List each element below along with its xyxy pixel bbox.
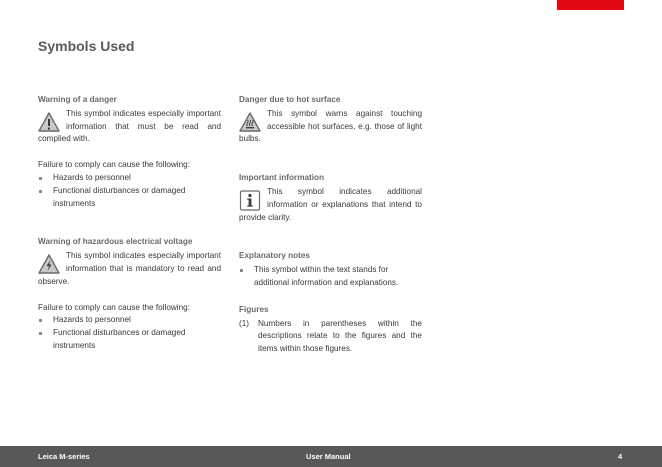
page-title: Symbols Used — [38, 38, 135, 54]
important-info-heading: Important information — [239, 173, 325, 183]
electrical-warning-icon — [38, 253, 60, 275]
warning-electrical-text: This symbol indicates especially important information that is mandatory to read and observe. — [38, 251, 221, 286]
hot-surface-icon — [239, 111, 261, 133]
list-item: Functional disturbances or damaged instruments — [38, 327, 221, 353]
warning-danger-heading: Warning of a danger — [38, 95, 117, 104]
figure-number: (1) — [239, 318, 250, 328]
red-header-tab — [557, 0, 624, 10]
right-column — [239, 94, 422, 356]
warning-triangle-icon — [38, 111, 60, 133]
figures-heading: Figures — [239, 304, 269, 314]
footer-bar — [0, 446, 662, 467]
list-item: This symbol within the text stands for additional information and explanations. — [239, 264, 422, 290]
explanatory-notes-list — [239, 264, 422, 290]
list-item: Functional disturbances or damaged instruments — [38, 185, 221, 211]
figures-text: Numbers in parentheses within the descriptions relate to the figures and the items within those figures. — [258, 318, 422, 354]
hot-surface-heading: Danger due to hot surface — [239, 95, 341, 104]
list-item: Hazards to personnel — [38, 172, 221, 185]
hot-surface-text-block — [239, 108, 422, 146]
important-info-text-block — [239, 186, 422, 224]
page-number: 4 — [618, 452, 623, 461]
warning-electrical-text-block — [38, 250, 221, 288]
hot-surface-text: This symbol warns against touching accessible hot surfaces, e.g. those of light bulbs. — [239, 108, 422, 144]
warning-danger-text-block — [38, 108, 221, 146]
footer-product: Leica M-series — [38, 452, 90, 461]
failure-text: Failure to comply can cause the following: — [38, 160, 191, 170]
left-column — [38, 94, 221, 353]
important-info-text: This symbol indicates additional information or explanations that intend to provide clarity. — [239, 186, 422, 222]
warning-danger-text: This symbol indicates especially important information that must be read and complied with. — [38, 108, 221, 144]
warning-electrical-heading: Warning of hazardous electrical voltage — [38, 237, 193, 247]
list-item: Hazards to personnel — [38, 314, 221, 327]
explanatory-notes-heading: Explanatory notes — [239, 251, 310, 261]
failure-text: Failure to comply can cause the following: — [38, 302, 191, 312]
consequence-list — [38, 172, 221, 210]
figures-item — [239, 318, 422, 356]
consequence-list — [38, 314, 221, 352]
footer-manual-title: User Manual — [306, 452, 351, 461]
info-icon — [239, 189, 261, 211]
